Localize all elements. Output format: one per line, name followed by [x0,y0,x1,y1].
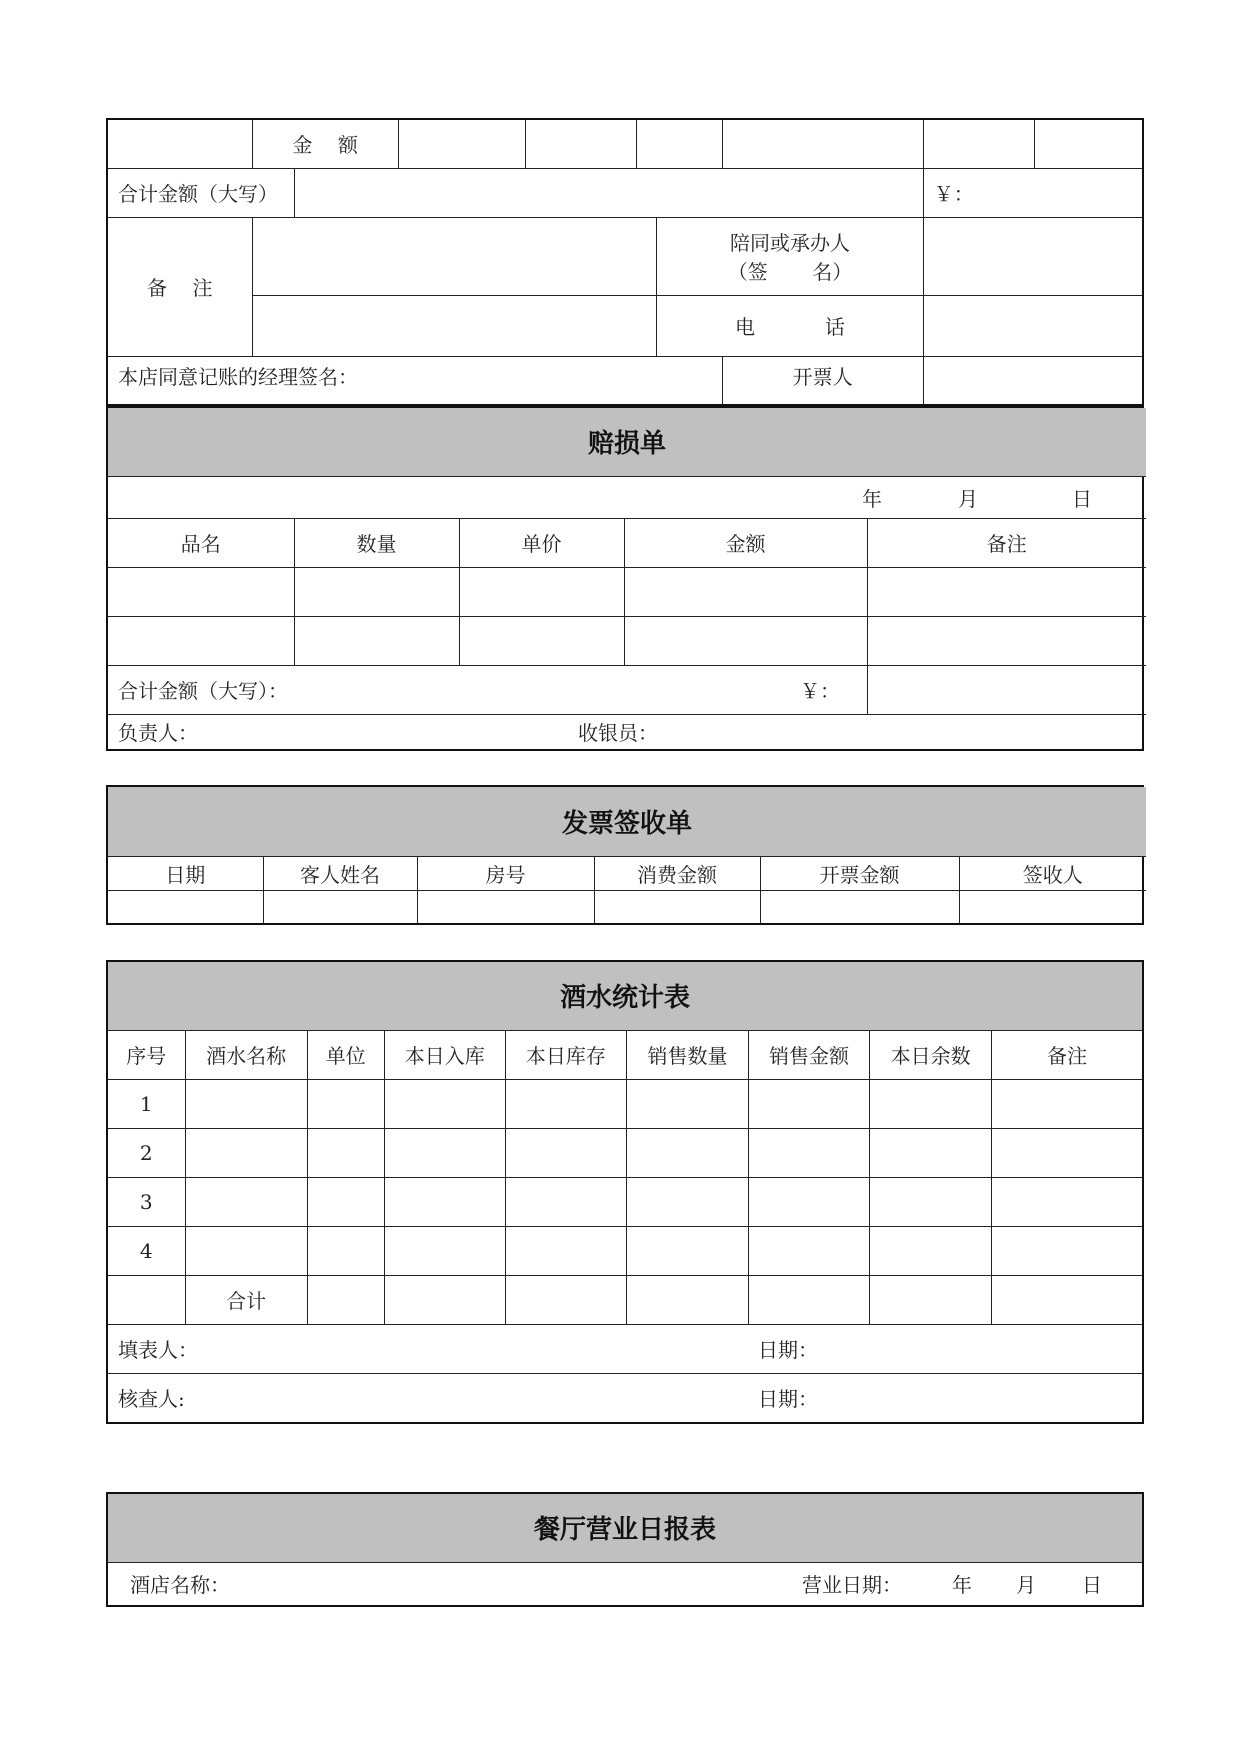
date-label: 日期： [758,1387,818,1412]
header-remaining: 本日余数 [870,1030,992,1079]
cashier-label: 收银员： [578,721,658,746]
header-inventory: 本日库存 [505,1030,626,1079]
damage-total-row [108,665,867,714]
header-seq: 序号 [108,1030,185,1079]
cell[interactable] [505,1226,626,1275]
header-date: 日期 [108,856,263,890]
cell[interactable] [384,1275,505,1324]
row-number: 4 [108,1226,185,1275]
cell[interactable] [749,1177,870,1226]
cell[interactable] [307,1226,384,1275]
date-month: 月 [958,486,979,511]
escort-label [657,217,924,295]
yen-label: ￥： [800,679,840,703]
total-row [108,1275,1142,1324]
amount-digit-cell[interactable] [398,120,526,168]
cell[interactable] [992,1128,1142,1177]
row-number: 3 [108,1177,185,1226]
cell[interactable] [624,616,867,665]
cell[interactable] [992,1275,1142,1324]
issuer-field[interactable] [923,356,1142,404]
row-number: 2 [108,1128,185,1177]
cell[interactable] [307,1079,384,1128]
table-row [108,1226,1142,1275]
cell[interactable] [749,1275,870,1324]
cell[interactable] [263,890,417,923]
cell[interactable] [626,1275,748,1324]
filler-row [108,1324,1142,1373]
cell[interactable] [108,1275,185,1324]
cell[interactable] [992,1079,1142,1128]
header-invoice-amount: 开票金额 [760,856,959,890]
cell[interactable] [307,1128,384,1177]
header-price: 单价 [459,518,624,567]
header-spend: 消费金额 [594,856,760,890]
cell[interactable] [626,1128,748,1177]
filler-label: 填表人： [118,1338,198,1362]
yen-label: ￥： [923,168,1142,217]
cell[interactable] [307,1177,384,1226]
hotel-name-label: 酒店名称： [130,1573,230,1598]
cell[interactable] [992,1177,1142,1226]
cell[interactable] [867,616,1146,665]
amount-digit-cell[interactable] [923,120,1034,168]
total-upper-label: 合计金额（大写）： [118,679,288,703]
cell[interactable] [749,1226,870,1275]
table-row [108,1177,1142,1226]
damage-sign-row [108,714,1146,749]
date-day: 日 [1072,486,1093,511]
header-sales-qty: 销售数量 [626,1030,748,1079]
table-row [108,616,1146,665]
header-name: 品名 [108,518,294,567]
header-unit: 单位 [307,1030,384,1079]
cell[interactable] [459,616,624,665]
header-remark: 备注 [992,1030,1142,1079]
total-upper-field[interactable] [295,168,923,217]
row-number: 1 [108,1079,185,1128]
business-date-label: 营业日期： [802,1573,902,1598]
drinks-statistics [106,960,1144,1424]
total-label: 合计 [185,1275,307,1324]
remarks-field[interactable] [252,217,657,295]
damage-date-row [108,476,1146,518]
sign-label-text: （签 名） [727,260,853,284]
invoice-receipt [106,785,1144,925]
charge-account-form [106,118,1144,406]
cell[interactable] [459,567,624,616]
cell[interactable] [185,1128,307,1177]
cell[interactable] [108,890,263,923]
damage-slip [106,406,1144,751]
header-remark: 备注 [867,518,1146,567]
escort-label-text: 陪同或承办人 [729,231,850,255]
cell[interactable] [505,1079,626,1128]
cell[interactable] [624,567,867,616]
date-month: 月 [1016,1573,1036,1598]
date-label: 日期： [758,1338,818,1362]
table-row [108,567,1146,616]
cell[interactable] [384,1177,505,1226]
header-guest: 客人姓名 [263,856,417,890]
cell[interactable] [749,1128,870,1177]
date-day: 日 [1082,1573,1102,1598]
responsible-label: 负责人： [118,721,198,746]
blank-cell[interactable] [108,120,252,168]
cell[interactable] [992,1226,1142,1275]
cell[interactable] [626,1079,748,1128]
cell[interactable] [417,890,594,923]
table-row [108,1079,1142,1128]
cell[interactable] [185,1226,307,1275]
cell[interactable] [867,567,1146,616]
cell[interactable] [870,1128,992,1177]
header-drink-name: 酒水名称 [185,1030,307,1079]
phone-field[interactable] [923,295,1142,356]
cell[interactable] [870,1226,992,1275]
date-year: 年 [952,1573,972,1598]
total-upper-label: 合计金额（大写） [108,168,295,217]
table-row [108,890,1146,923]
cell[interactable] [185,1079,307,1128]
daily-title: 餐厅营业日报表 [108,1494,1142,1562]
cell[interactable] [294,567,459,616]
amount-digit-cell[interactable] [1035,120,1142,168]
header-qty: 数量 [294,518,459,567]
amount-digit-cell[interactable] [636,120,722,168]
amount-label: 金 额 [252,120,398,168]
checker-row [108,1373,1142,1422]
restaurant-daily-report [106,1492,1144,1607]
cell[interactable] [870,1177,992,1226]
cell[interactable] [384,1226,505,1275]
cell[interactable] [505,1177,626,1226]
issuer-label: 开票人 [722,356,923,404]
cell[interactable] [749,1079,870,1128]
amount-digit-cell[interactable] [526,120,636,168]
table-row [108,1128,1142,1177]
header-signer: 签收人 [959,856,1146,890]
cell[interactable] [505,1275,626,1324]
manager-sign-label: 本店同意记账的经理签名： [108,356,722,404]
cell[interactable] [185,1177,307,1226]
cell[interactable] [959,890,1146,923]
cell[interactable] [870,1275,992,1324]
cell[interactable] [626,1177,748,1226]
cell[interactable] [626,1226,748,1275]
damage-title: 赔损单 [108,408,1146,476]
header-sales-amount: 销售金额 [749,1030,870,1079]
invoice-title: 发票签收单 [108,787,1146,856]
header-stock-in: 本日入库 [384,1030,505,1079]
cell[interactable] [108,616,294,665]
remarks-label: 备 注 [108,217,252,356]
total-field[interactable] [867,665,1146,714]
checker-label: 核查人: [118,1387,185,1412]
date-year: 年 [862,486,883,511]
cell[interactable] [384,1079,505,1128]
header-room: 房号 [417,856,594,890]
cell[interactable] [307,1275,384,1324]
cell[interactable] [294,616,459,665]
daily-info-row [108,1562,1142,1605]
header-amount: 金额 [624,518,867,567]
cell[interactable] [384,1128,505,1177]
cell[interactable] [108,567,294,616]
cell[interactable] [870,1079,992,1128]
amount-digit-cell[interactable] [722,120,923,168]
cell[interactable] [594,890,760,923]
cell[interactable] [505,1128,626,1177]
escort-field[interactable] [923,217,1142,295]
remarks-field-2[interactable] [252,295,657,356]
drinks-title: 酒水统计表 [108,962,1142,1030]
cell[interactable] [760,890,959,923]
phone-label: 电 话 [657,295,924,356]
